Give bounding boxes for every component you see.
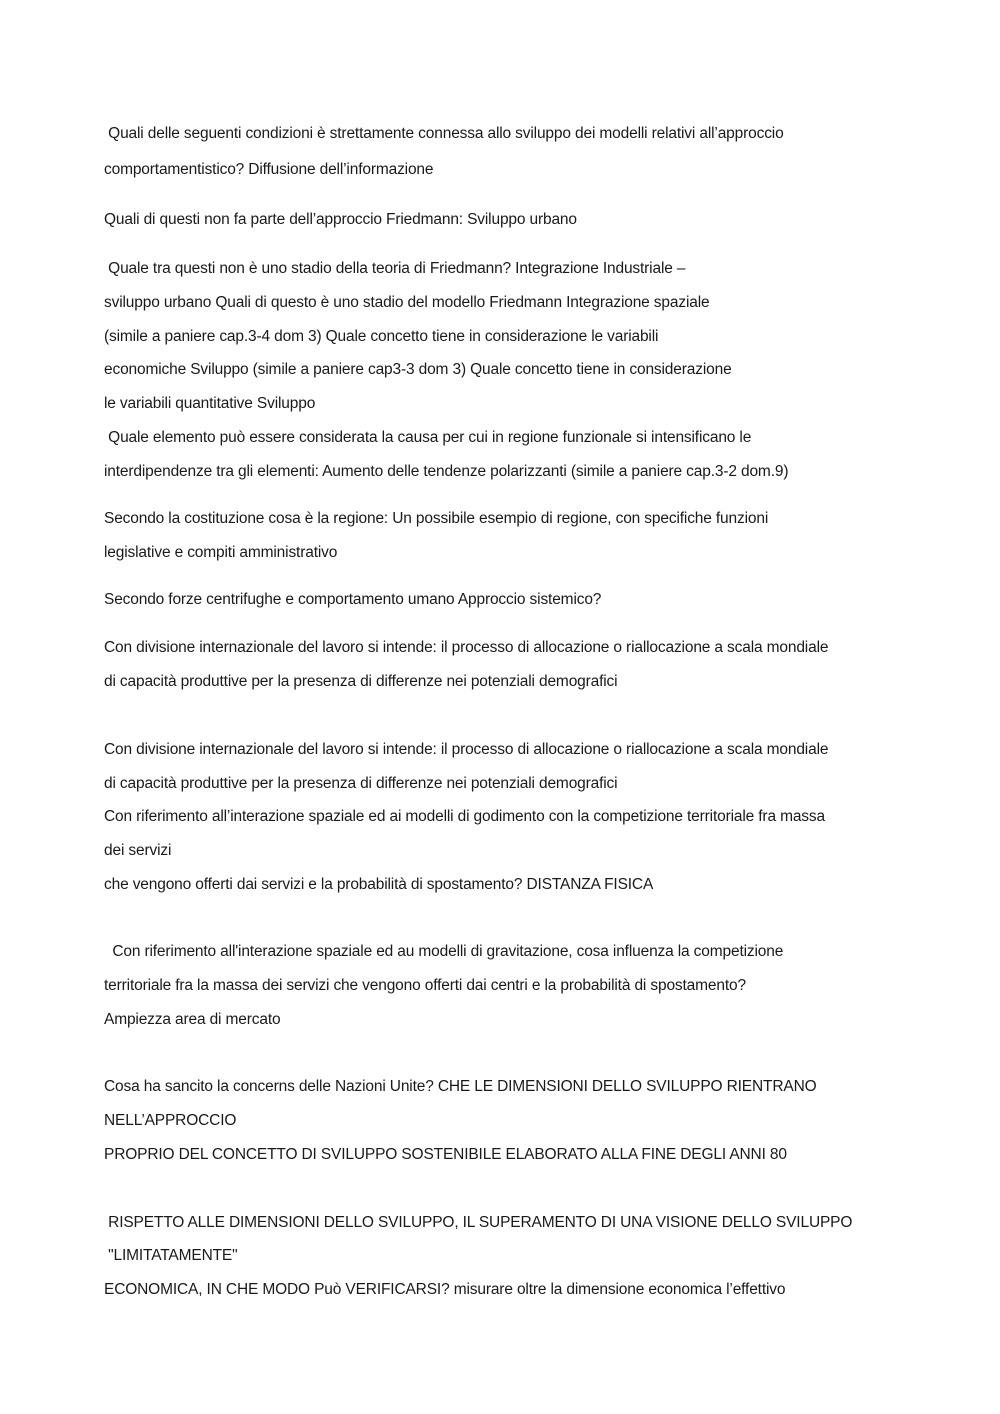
- text-line: Quali di questi non fa parte dell’approccio Friedmann: Sviluppo urbano: [104, 211, 577, 228]
- text-line: sviluppo urbano Quali di questo è uno stadio del modello Friedmann Integrazione spaziale: [104, 294, 710, 311]
- text-line: che vengono offerti dai servizi e la probabilità di spostamento? DISTANZA FISICA: [104, 876, 654, 893]
- text-line: di capacità produttive per la presenza di differenze nei potenziali demografici: [104, 673, 618, 690]
- text-line: Quali delle seguenti condizioni è strettamente connessa allo sviluppo dei modelli relativi all’approccio: [104, 125, 784, 142]
- text-line: Ampiezza area di mercato: [104, 1011, 281, 1028]
- text-line: Con riferimento all'interazione spaziale ed au modelli di gravitazione, cosa influenza la competizione: [104, 943, 784, 960]
- text-line: comportamentistico? Diffusione dell’informazione: [104, 161, 434, 178]
- text-line: Quale tra questi non è uno stadio della teoria di Friedmann? Integrazione Industriale –: [104, 260, 686, 277]
- text-line: NELL’APPROCCIO: [104, 1112, 237, 1129]
- text-line: Con riferimento all’interazione spaziale ed ai modelli di godimento con la competizione territoriale fra massa: [104, 808, 825, 825]
- text-line: Secondo la costituzione cosa è la regione: Un possibile esempio di regione, con specifiche funzioni: [104, 510, 769, 527]
- text-line: (simile a paniere cap.3-4 dom 3) Quale concetto tiene in considerazione le variabili: [104, 328, 659, 345]
- text-line: dei servizi: [104, 842, 172, 859]
- text-line: ECONOMICA, IN CHE MODO Può VERIFICARSI? misurare oltre la dimensione economica l’effettivo: [104, 1281, 786, 1298]
- text-line: Secondo forze centrifughe e comportamento umano Approccio sistemico?: [104, 591, 602, 608]
- text-line: "LIMITATAMENTE": [104, 1247, 238, 1264]
- text-line: Con divisione internazionale del lavoro si intende: il processo di allocazione o riallocazione a scala mondiale: [104, 639, 829, 656]
- text-line: interdipendenze tra gli elementi: Aumento delle tendenze polarizzanti (simile a paniere cap.3-2 dom.9): [104, 463, 789, 480]
- text-line: economiche Sviluppo (simile a paniere cap3-3 dom 3) Quale concetto tiene in considerazione: [104, 361, 732, 378]
- text-line: Cosa ha sancito la concerns delle Nazioni Unite? CHE LE DIMENSIONI DELLO SVILUPPO RIENTRANO: [104, 1078, 817, 1095]
- text-line: Con divisione internazionale del lavoro si intende: il processo di allocazione o riallocazione a scala mondiale: [104, 741, 829, 758]
- text-line: RISPETTO ALLE DIMENSIONI DELLO SVILUPPO, IL SUPERAMENTO DI UNA VISIONE DELLO SVILUPPO: [104, 1214, 853, 1231]
- text-line: legislative e compiti amministrativo: [104, 544, 338, 561]
- text-line: territoriale fra la massa dei servizi che vengono offerti dai centri e la probabilità di spostamento?: [104, 977, 746, 994]
- text-line: di capacità produttive per la presenza di differenze nei potenziali demografici: [104, 775, 618, 792]
- text-line: PROPRIO DEL CONCETTO DI SVILUPPO SOSTENIBILE ELABORATO ALLA FINE DEGLI ANNI 80: [104, 1146, 787, 1163]
- text-line: le variabili quantitative Sviluppo: [104, 395, 316, 412]
- text-line: Quale elemento può essere considerata la causa per cui in regione funzionale si intensificano le: [104, 429, 752, 446]
